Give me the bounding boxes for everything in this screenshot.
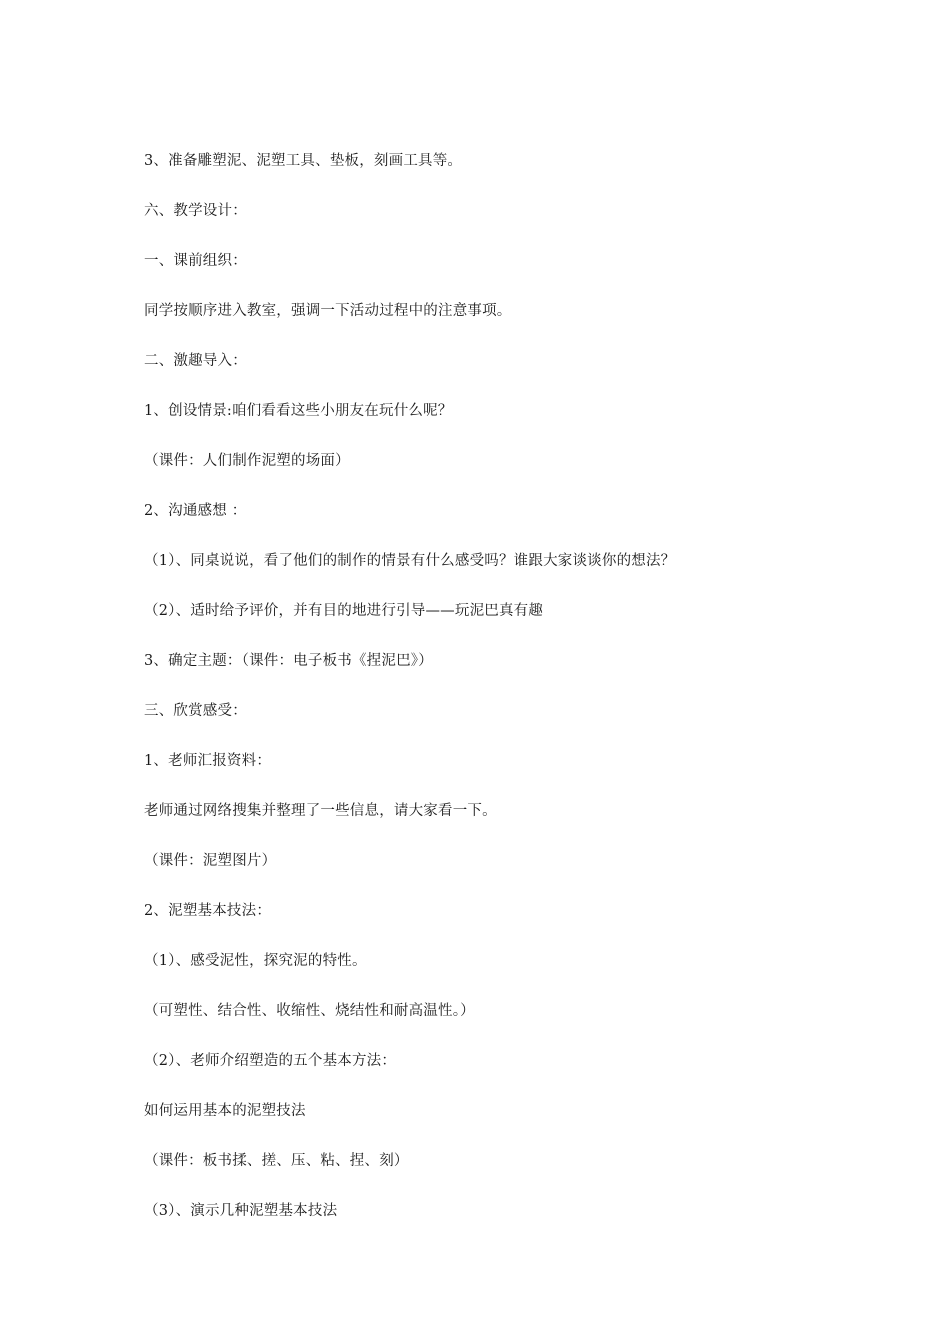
text-line: （可塑性、结合性、收缩性、烧结性和耐高温性。）	[144, 1003, 475, 1019]
text-line: 3、确定主题：（课件：电子板书《捏泥巴》）	[144, 653, 433, 669]
text-line: 3、准备雕塑泥、泥塑工具、垫板，刻画工具等。	[144, 153, 463, 169]
text-line: （3）、演示几种泥塑基本技法	[144, 1203, 338, 1219]
text-line: （课件：泥塑图片）	[144, 853, 277, 869]
text-line: 2、泥塑基本技法：	[144, 903, 272, 919]
section-heading: 六、教学设计：	[144, 203, 247, 219]
text-line: 老师通过网络搜集并整理了一些信息，请大家看一下。	[144, 803, 497, 819]
document-body	[144, 150, 844, 1250]
text-line: 1、创设情景:咱们看看这些小朋友在玩什么呢？	[144, 403, 453, 419]
text-line: 2、沟通感想 ：	[144, 503, 247, 519]
section-heading: 二、激趣导入：	[144, 353, 247, 369]
text-line: （课件：板书揉、搓、压、粘、捏、刻）	[144, 1153, 409, 1169]
text-line: （2）、适时给予评价，并有目的地进行引导——玩泥巴真有趣	[144, 603, 544, 619]
text-line: 1、老师汇报资料：	[144, 753, 272, 769]
section-heading: 一、课前组织：	[144, 253, 247, 269]
text-line: 如何运用基本的泥塑技法	[144, 1103, 306, 1119]
text-line: 同学按顺序进入教室，强调一下活动过程中的注意事项。	[144, 303, 512, 319]
text-line: （1）、同桌说说，看了他们的制作的情景有什么感受吗？谁跟大家谈谈你的想法？	[144, 553, 676, 569]
text-line: （2）、老师介绍塑造的五个基本方法：	[144, 1053, 397, 1069]
text-line: （1）、感受泥性，探究泥的特性。	[144, 953, 367, 969]
section-heading: 三、欣赏感受：	[144, 703, 247, 719]
text-line: （课件：人们制作泥塑的场面）	[144, 453, 350, 469]
